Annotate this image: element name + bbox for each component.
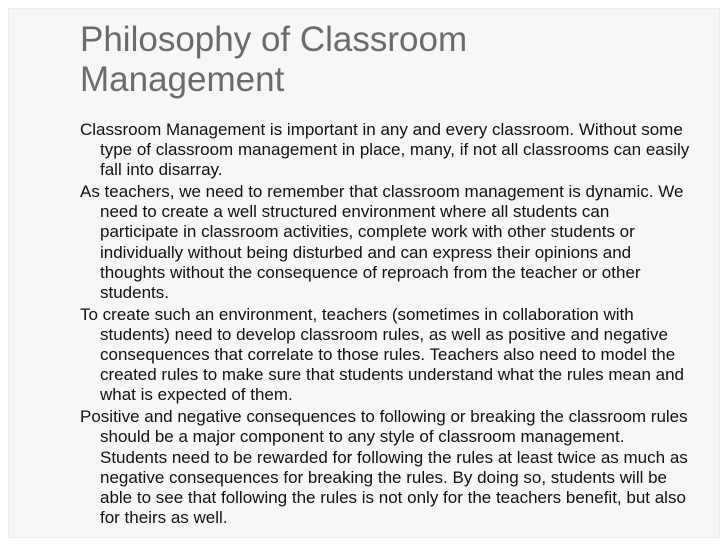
body-paragraph-2: As teachers, we need to remember that classroom management is dynamic. We need to create a well structured environment where all students can participate in classroom activities, complete work with other students or individually without being disturbed and can express their opinions and thoughts without the consequence of reproach from the teacher or other students. bbox=[80, 182, 684, 302]
body-paragraph-1: Classroom Management is important in any and every classroom. Without some type of classroom management in place, many, if not all classrooms can easily fall into disarray. bbox=[80, 120, 690, 180]
slide-body bbox=[80, 120, 690, 530]
body-paragraph-4: Positive and negative consequences to following or breaking the classroom rules should be a major component to any style of classroom management. Students need to be rewarded for following the rules at least twice as much as negative consequences for breaking the rules. By doing so, students will be able to see that following the rules is not only for the teachers benefit, but also for theirs as well. bbox=[80, 407, 688, 527]
body-paragraph-3: To create such an environment, teachers (sometimes in collaboration with students) need to develop classroom rules, as well as positive and negative consequences that correlate to those rules. Teachers also need to model the created rules to make sure that students understand what the rules mean and what is expected of them. bbox=[80, 304, 685, 405]
slide-title: Philosophy of Classroom Management bbox=[80, 20, 468, 99]
